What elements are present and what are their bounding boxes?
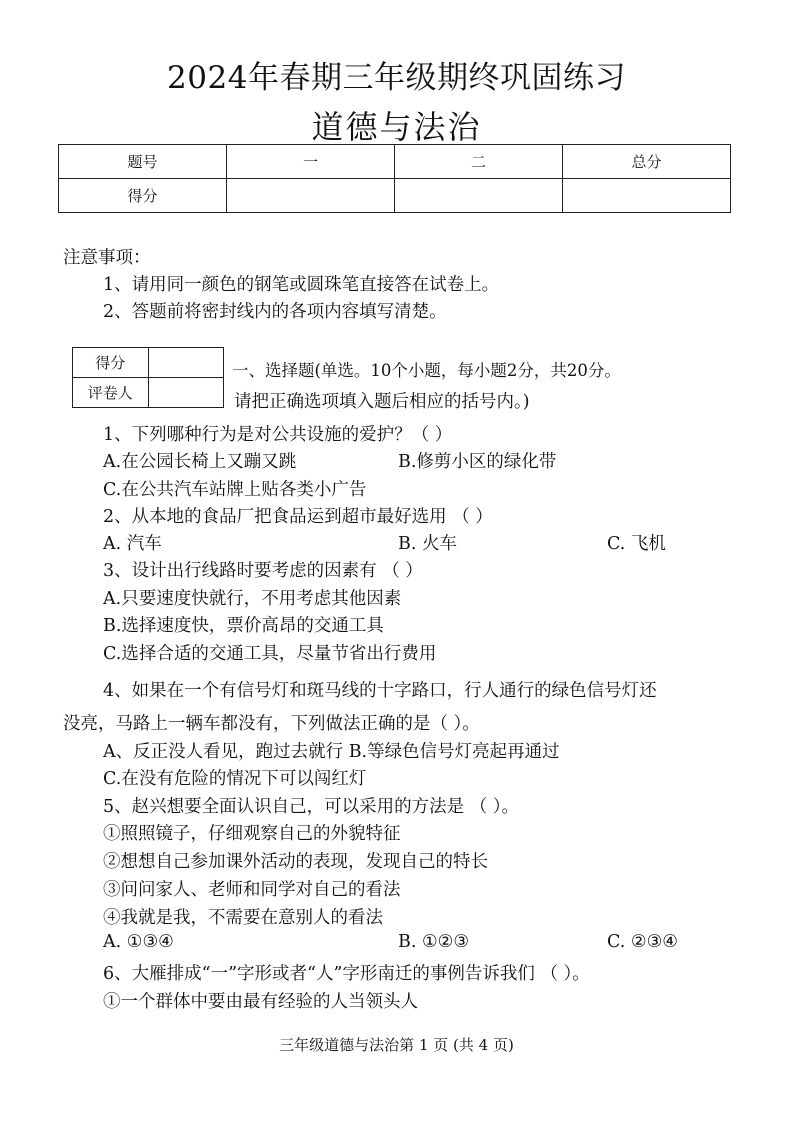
q4-stem-line-2: 没亮，马路上一辆车都没有，下列做法正确的是（ ）。 <box>63 714 480 734</box>
score-header-total: 总分 <box>563 145 731 179</box>
grader-score-label: 得分 <box>73 348 149 378</box>
page-footer: 三年级道德与法治第 1 页 (共 4 页) <box>279 1036 514 1054</box>
q3-stem: 3、设计出行线路时要考虑的因素有 （ ） <box>103 561 423 581</box>
q5-item-3: ③问问家人、老师和同学对自己的看法 <box>103 880 401 900</box>
q1-option-c: C.在公共汽车站牌上贴各类小广告 <box>103 480 367 500</box>
notes-heading: 注意事项： <box>63 248 151 268</box>
note-item-2: 2、答题前将密封线内的各项内容填写清楚。 <box>103 302 447 322</box>
section-1-instruction: 请把正确选项填入题后相应的括号内。) <box>234 392 530 412</box>
q5-option-b: B. ①②③ <box>398 932 470 952</box>
score-cell-part-2[interactable] <box>395 179 563 213</box>
subject-title: 道德与法治 <box>311 108 482 146</box>
q5-item-4: ④我就是我，不需要在意别人的看法 <box>103 908 383 928</box>
grader-reviewer-cell[interactable] <box>148 378 224 408</box>
q3-option-a: A.只要速度快就行，不用考虑其他因素 <box>103 589 402 609</box>
q6-item-1: ①一个群体中要由最有经验的人当领头人 <box>103 992 418 1012</box>
grader-box <box>72 347 224 408</box>
q2-option-b: B. 火车 <box>398 534 457 554</box>
score-header-question-no: 题号 <box>59 145 227 179</box>
score-table-score-row <box>59 179 731 213</box>
q3-option-c: C.选择合适的交通工具，尽量节省出行费用 <box>103 644 437 664</box>
q6-stem: 6、大雁排成“一”字形或者“人”字形南迁的事例告诉我们 （ ）。 <box>103 964 590 984</box>
q1-stem: 1、下列哪种行为是对公共设施的爱护？（ ） <box>103 425 453 445</box>
score-cell-part-1[interactable] <box>227 179 395 213</box>
q5-stem: 5、赵兴想要全面认识自己，可以采用的方法是 （ ）。 <box>103 797 520 817</box>
note-item-1: 1、请用同一颜色的钢笔或圆珠笔直接答在试卷上。 <box>103 275 500 295</box>
q5-item-2: ②想想自己参加课外活动的表现，发现自己的特长 <box>103 852 488 872</box>
exam-title: 2024年春期三年级期终巩固练习 <box>167 60 626 96</box>
score-table-header-row <box>59 145 731 179</box>
q3-option-b: B.选择速度快，票价高昂的交通工具 <box>103 616 384 636</box>
score-row-label: 得分 <box>59 179 227 213</box>
q4-option-c: C.在没有危险的情况下可以闯红灯 <box>103 769 367 789</box>
score-header-part-2: 二 <box>395 145 563 179</box>
q2-option-c: C. 飞机 <box>607 534 666 554</box>
score-table <box>58 144 731 213</box>
score-cell-total[interactable] <box>563 179 731 213</box>
q5-option-c: C. ②③④ <box>607 932 678 952</box>
q4-stem-line-1: 4、如果在一个有信号灯和斑马线的十字路口，行人通行的绿色信号灯还 <box>103 681 657 701</box>
q5-option-a: A. ①③④ <box>103 932 174 952</box>
q4-options-a-b: A、反正没人看见，跑过去就行 B.等绿色信号灯亮起再通过 <box>103 742 560 762</box>
q1-option-b: B.修剪小区的绿化带 <box>398 452 557 472</box>
score-header-part-1: 一 <box>227 145 395 179</box>
q2-stem: 2、从本地的食品厂把食品运到超市最好选用 （ ） <box>103 507 493 527</box>
section-1-heading: 一、选择题(单选。10个小题，每小题2分，共20分。 <box>232 361 621 380</box>
q1-option-a: A.在公园长椅上又蹦又跳 <box>103 452 297 472</box>
grader-score-cell[interactable] <box>148 348 224 378</box>
q2-option-a: A. 汽车 <box>103 534 162 554</box>
q5-item-1: ①照照镜子，仔细观察自己的外貌特征 <box>103 824 401 844</box>
grader-reviewer-label: 评卷人 <box>73 378 149 408</box>
